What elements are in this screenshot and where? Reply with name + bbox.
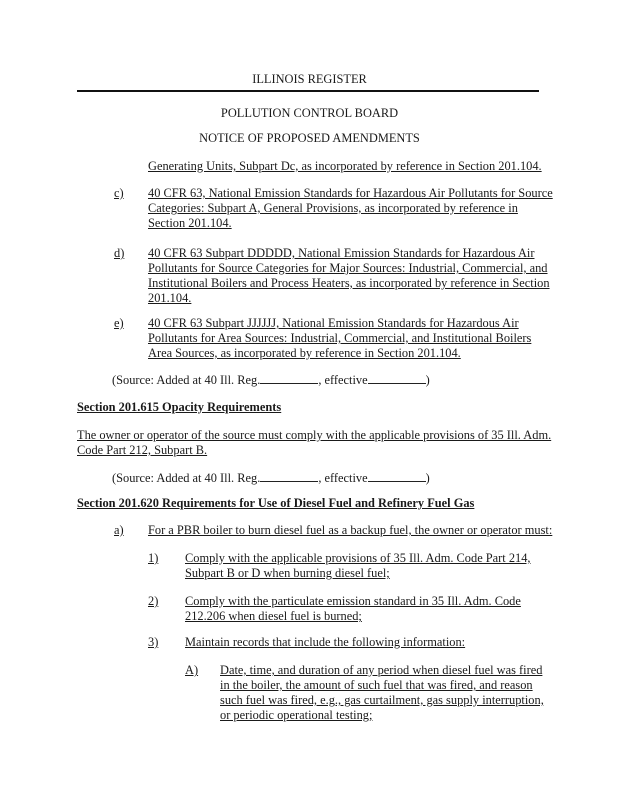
- text-line: or periodic operational testing;: [220, 708, 373, 722]
- text-line: Date, time, and duration of any period when diesel fuel was fired: [220, 663, 543, 677]
- source-note-middle: , effective: [318, 373, 368, 387]
- text-line: Categories: Subpart A, General Provisions, as incorporated by reference in: [148, 201, 518, 215]
- text-line: Subpart B or D when burning diesel fuel;: [185, 566, 390, 580]
- text-line: Pollutants for Source Categories for Major Sources: Industrial, Commercial, and: [148, 261, 548, 275]
- text-line: such fuel was fired, e.g., gas curtailment, gas supply interruption,: [220, 693, 544, 707]
- item-d-text: [148, 246, 550, 306]
- text-line: The owner or operator of the source must comply with the applicable provisions of 35 Ill. Adm.: [77, 428, 552, 442]
- source-note-suffix: ): [425, 471, 430, 485]
- subitem-2-marker: 2): [148, 594, 159, 608]
- text-line: Code Part 212, Subpart B.: [77, 443, 208, 457]
- item-c-marker: c): [114, 186, 124, 200]
- item-c-text: [148, 186, 553, 231]
- text-line: Maintain records that include the following information:: [185, 635, 466, 649]
- subsub-a-text: [220, 663, 544, 723]
- continuation-line: Generating Units, Subpart Dc, as incorporated by reference in Section 201.104.: [148, 159, 542, 173]
- notice-title: NOTICE OF PROPOSED AMENDMENTS: [199, 131, 420, 145]
- board-title: POLLUTION CONTROL BOARD: [220, 106, 399, 120]
- text-line: Section 201.104.: [148, 216, 232, 230]
- item-a-text: For a PBR boiler to burn diesel fuel as a backup fuel, the owner or operator must:: [148, 523, 553, 537]
- text-line: Institutional Boilers and Process Heaters, as incorporated by reference in Section: [148, 276, 550, 290]
- text-line: 40 CFR 63 Subpart JJJJJJ, National Emission Standards for Hazardous Air: [148, 316, 519, 330]
- section-620-heading: Section 201.620 Requirements for Use of Diesel Fuel and Refinery Fuel Gas: [77, 496, 475, 510]
- header-rule: [77, 90, 539, 92]
- effective-blank: [368, 371, 426, 384]
- text-line: 212.206 when diesel fuel is burned;: [185, 609, 362, 623]
- item-e-text: [148, 316, 531, 361]
- subitem-3-text: [185, 635, 465, 650]
- text-line: Pollutants for Area Sources: Industrial, Commercial, and Institutional Boilers: [148, 331, 532, 345]
- text-line: 40 CFR 63 Subpart DDDDD, National Emission Standards for Hazardous Air: [148, 246, 535, 260]
- item-e-marker: e): [114, 316, 124, 330]
- text-line: 201.104.: [148, 291, 192, 305]
- subsub-a-marker: A): [185, 663, 199, 677]
- subitem-2-text: [185, 594, 521, 624]
- subitem-3-marker: 3): [148, 635, 159, 649]
- effective-blank: [368, 469, 426, 482]
- section-615-heading: Section 201.615 Opacity Requirements: [77, 400, 282, 414]
- text-line: Comply with the applicable provisions of 35 Ill. Adm. Code Part 214,: [185, 551, 531, 565]
- source-note-suffix: ): [425, 373, 430, 387]
- source-note-1: [112, 371, 430, 388]
- subitem-1-text: [185, 551, 531, 581]
- text-line: Area Sources, as incorporated by reference in Section 201.104.: [148, 346, 461, 360]
- source-note-2: [112, 469, 430, 486]
- reg-blank: [260, 371, 318, 384]
- item-a-marker: a): [114, 523, 124, 537]
- source-note-prefix: (Source: Added at 40 Ill. Reg.: [112, 373, 261, 387]
- section-615-body: [77, 428, 551, 458]
- source-note-prefix: (Source: Added at 40 Ill. Reg.: [112, 471, 261, 485]
- reg-blank: [260, 469, 318, 482]
- text-line: in the boiler, the amount of such fuel that was fired, and reason: [220, 678, 533, 692]
- text-line: Comply with the particulate emission standard in 35 Ill. Adm. Code: [185, 594, 521, 608]
- source-note-middle: , effective: [318, 471, 368, 485]
- item-d-marker: d): [114, 246, 125, 260]
- register-title: ILLINOIS REGISTER: [252, 72, 367, 86]
- subitem-1-marker: 1): [148, 551, 159, 565]
- text-line: 40 CFR 63, National Emission Standards for Hazardous Air Pollutants for Source: [148, 186, 553, 200]
